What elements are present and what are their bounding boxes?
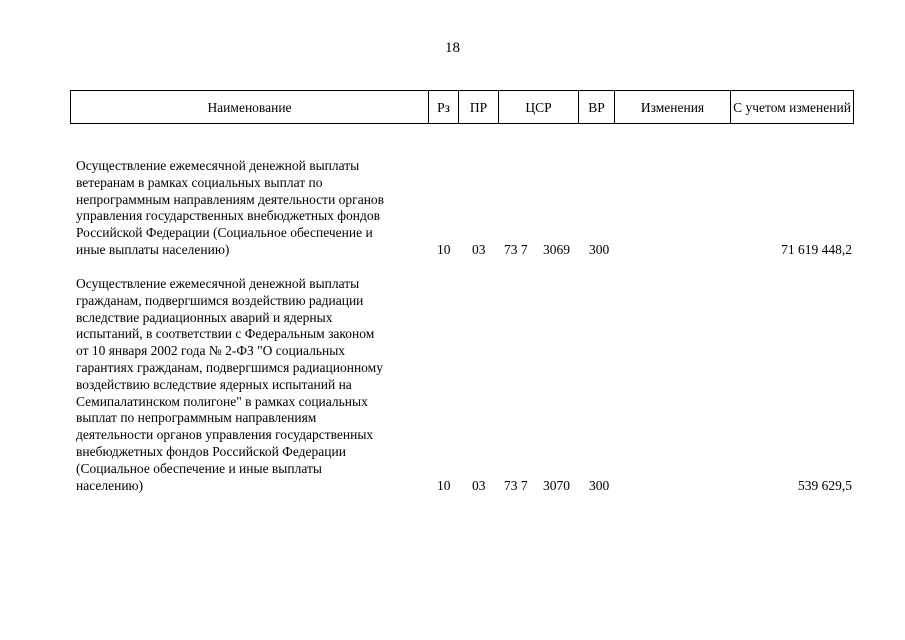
- row-rz: 10: [437, 241, 451, 257]
- page-number: 18: [445, 40, 460, 56]
- table-header: [70, 90, 854, 124]
- row-description: Осуществление ежемесячной денежной выплаты ветеранам в рамках социальных выплат по непрограммным направлениям деятельности органов управления государственных внебюджетных фондов Российской Федерации (Социальное обеспечение и иные выплаты населению): [76, 158, 385, 257]
- row-csr-code: 3070: [543, 477, 570, 493]
- row-with-changes: 539 629,5: [798, 477, 852, 493]
- header-rz: Рз: [429, 91, 459, 123]
- table-row: [76, 158, 856, 259]
- row-vr: 300: [589, 477, 610, 493]
- header-name: Наименование: [71, 91, 429, 123]
- header-vr: ВР: [579, 91, 615, 123]
- row-description: Осуществление ежемесячной денежной выплаты гражданам, подвергшимся воздействию радиации вследствие радиационных аварий и ядерных испытаний, в соответствии с Федеральным законом от 10 января 2002 года № 2-ФЗ "О социальных гарантиях гражданам, подвергшимся радиационному воздействию вследствие ядерных испытаний на Семипалатинском полигоне" в рамках социальных выплат по непрограммным направлениям деятельности органов управления государственных внебюджетных фондов Российской Федерации (Социальное обеспечение и иные выплаты населению): [76, 276, 383, 493]
- table-row: [76, 276, 856, 494]
- row-pr: 03: [472, 477, 486, 493]
- header-with-changes: С учетом изменений: [733, 99, 851, 115]
- row-with-changes: 71 619 448,2: [781, 241, 852, 257]
- header-csr: ЦСР: [499, 91, 579, 123]
- row-csr-code: 3069: [543, 241, 570, 257]
- row-csr-prefix: 73 7: [504, 477, 528, 493]
- row-csr-prefix: 73 7: [504, 241, 528, 257]
- row-vr: 300: [589, 241, 610, 257]
- row-rz: 10: [437, 477, 451, 493]
- header-changes: Изменения: [615, 91, 731, 123]
- header-pr: ПР: [459, 91, 499, 123]
- row-pr: 03: [472, 241, 486, 257]
